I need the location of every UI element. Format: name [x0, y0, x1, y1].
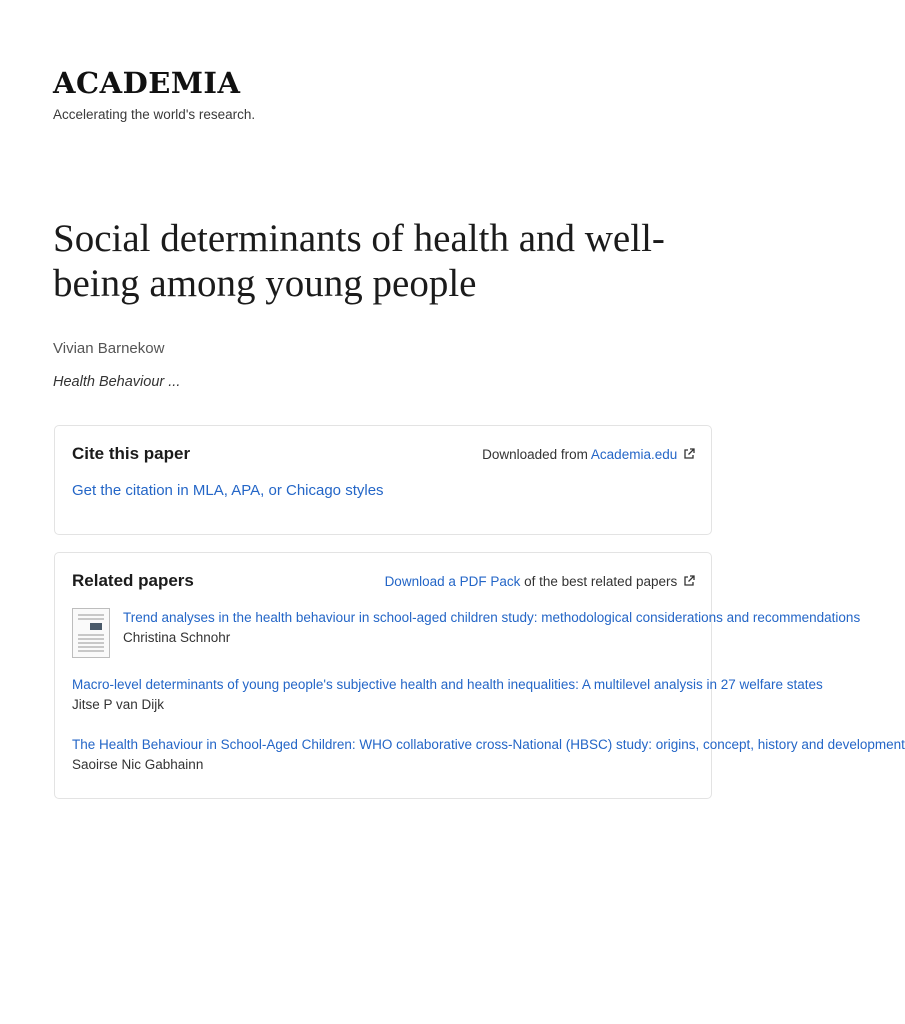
paper-venue: Health Behaviour ...: [53, 374, 181, 390]
pdf-pack-note: [385, 574, 695, 589]
citation-styles-link[interactable]: Get the citation in MLA, APA, or Chicago styles: [72, 482, 384, 499]
external-link-icon: [683, 575, 695, 587]
related-paper-title[interactable]: Trend analyses in the health behaviour in school-aged children study: methodological considerations and recommendations: [123, 610, 861, 625]
external-link-icon: [683, 448, 695, 460]
related-paper-author: Saoirse Nic Gabhainn: [72, 757, 204, 772]
pdf-pack-suffix: of the best related papers: [520, 574, 678, 589]
cite-heading: Cite this paper: [72, 444, 191, 463]
related-heading: Related papers: [72, 571, 194, 590]
cite-card: [54, 425, 712, 535]
related-paper-title[interactable]: Macro-level determinants of young people's subjective health and health inequalities: A multilevel analysis in 27 welfare states: [72, 677, 823, 692]
related-paper-author: Christina Schnohr: [123, 630, 231, 645]
related-paper-author: Jitse P van Dijk: [72, 697, 165, 712]
brand-logo[interactable]: ACADEMIA: [53, 66, 241, 100]
related-paper-item: [123, 610, 861, 645]
related-paper-item: [72, 677, 823, 712]
downloaded-from: [482, 447, 695, 462]
related-papers-card: [54, 552, 905, 799]
paper-title: Social determinants of health and well-being among young people: [53, 217, 665, 305]
downloaded-prefix: Downloaded from: [482, 447, 591, 462]
academia-source-link[interactable]: Academia.edu: [590, 447, 678, 462]
paper-author: Vivian Barnekow: [53, 340, 165, 357]
download-pdf-pack-link[interactable]: Download a PDF Pack: [384, 574, 521, 589]
paper-thumbnail[interactable]: [72, 608, 110, 658]
related-paper-item: [72, 737, 905, 772]
related-paper-title[interactable]: The Health Behaviour in School-Aged Children: WHO collaborative cross-National (HBSC) study: origins, concept, history and development: [72, 737, 905, 752]
brand-tagline: Accelerating the world's research.: [53, 107, 256, 122]
